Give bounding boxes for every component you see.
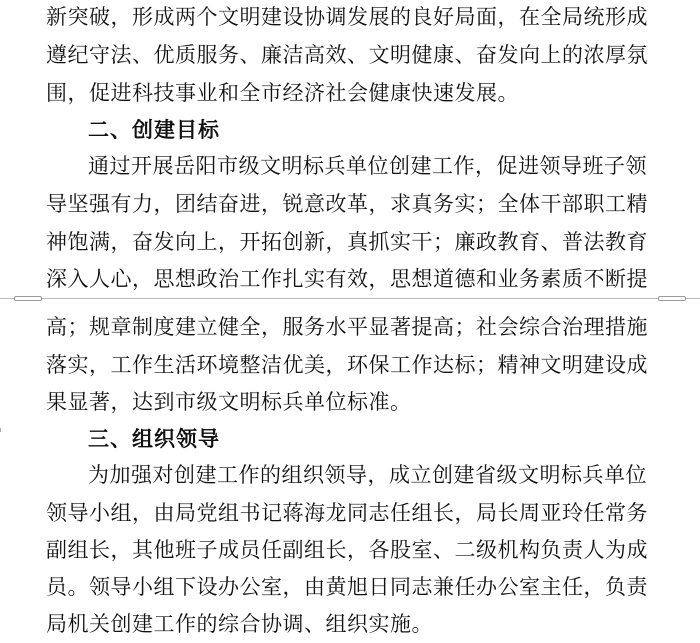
paragraph-first-line: 通过开展岳阳市级文明标兵单位创建工作，促进领导班子领: [88, 154, 647, 178]
paragraph-first-line: 为加强对创建工作的组织领导，成立创建省级文明标兵单位: [88, 463, 647, 487]
page-break-rule: [0, 298, 700, 299]
page-break-handle-right[interactable]: [658, 296, 686, 301]
body-text-line: 员。领导小组下设办公室，由黄旭日同志兼任办公室主任，负责: [46, 575, 648, 599]
section-heading-leadership: 三、组织领导: [88, 427, 220, 451]
section-heading-goals: 二、创建目标: [88, 118, 220, 142]
body-text-line: 新突破，形成两个文明建设协调发展的良好局面，在全局统形成: [46, 5, 648, 29]
body-text-line: 领导小组，由局党组书记蒋海龙同志任组长，局长周亚玲任常务: [46, 501, 648, 525]
page-break-handle-left[interactable]: [14, 296, 42, 301]
margin-marker: [0, 428, 5, 432]
body-text-line: 导坚强有力，团结奋进，锐意改革，求真务实；全体干部职工精: [46, 192, 648, 216]
body-text-line: 神饱满，奋发向上，开拓创新，真抓实干；廉政教育、普法教育: [46, 230, 648, 254]
body-text-line: 局机关创建工作的综合协调、组织实施。: [46, 612, 433, 636]
body-text-line: 副组长，其他班子成员任副组长，各股室、二级机构负责人为成: [46, 538, 648, 562]
body-text-line: 落实，工作生活环境整洁优美，环保工作达标；精神文明建设成: [46, 353, 648, 377]
body-text-line: 深入人心，思想政治工作扎实有效，思想道德和业务素质不断提: [46, 267, 648, 291]
body-text-line: 围，促进科技事业和全市经济社会健康快速发展。: [46, 81, 519, 105]
body-text-line: 果显著，达到市级文明标兵单位标准。: [46, 390, 412, 414]
page-break-separator: [0, 296, 700, 301]
body-text-line: 遵纪守法、优质服务、廉洁高效、文明健康、奋发向上的浓厚氛: [46, 43, 648, 67]
body-text-line: 高；规章制度建立健全，服务水平显著提高；社会综合治理措施: [46, 315, 648, 339]
